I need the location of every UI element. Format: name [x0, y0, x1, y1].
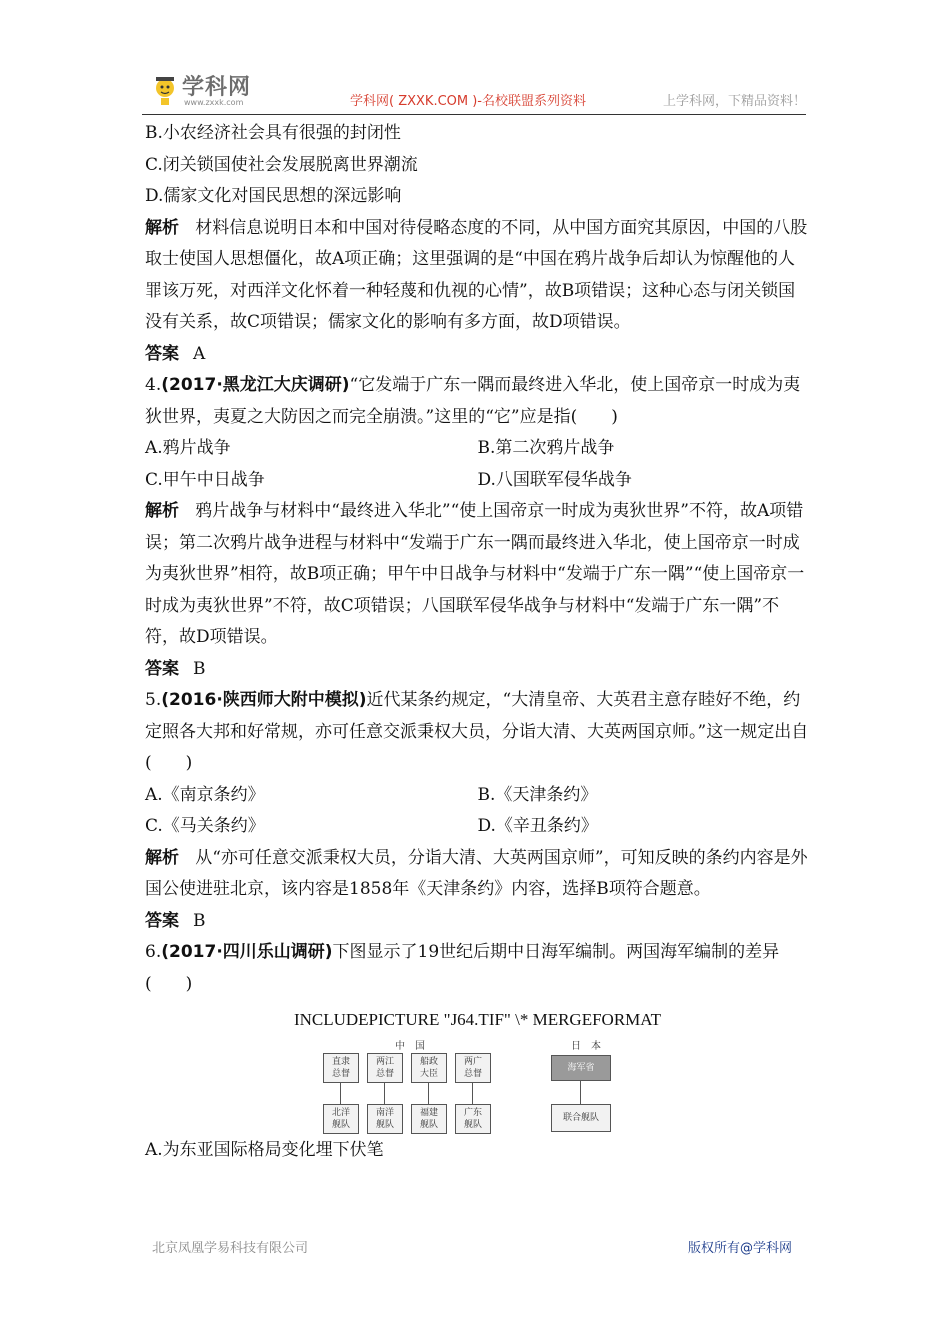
china-top-box: 直隶 总督 [323, 1053, 359, 1083]
q4-option-c: C.甲午中日战争 [145, 469, 265, 490]
connector-line [428, 1082, 429, 1104]
q5-option-a: A.《南京条约》 [145, 784, 265, 805]
answer-label: 答案 [145, 343, 179, 364]
answer-label: 答案 [145, 910, 179, 931]
diagram-japan-title: 日 本 [571, 1041, 601, 1052]
china-top-box: 两广 总督 [455, 1053, 491, 1083]
logo-url: www.zxxk.com [184, 98, 244, 107]
japan-fleet-box: 联合舰队 [551, 1104, 611, 1132]
q3-analysis-text: 材料信息说明日本和中国对待侵略态度的不同，从中国方面究其原因，中国的八股取士使国人思想僵化，故A项正确；这里强调的是“中国在鸦片战争后却认为惊醒他的人罪该万死，对西洋文化怀着一种轻蔑和仇视的心情”，故B项错误；这种心态与闭关锁国没有关系，故C项错误；儒家文化的影响有多方面，故D项错误。 [145, 217, 808, 332]
china-bottom-box: 福建 舰队 [411, 1104, 447, 1134]
analysis-label: 解析 [145, 501, 179, 521]
q3-option-d: D.儒家文化对国民思想的深远影响 [145, 186, 402, 206]
q5-stem [145, 685, 810, 780]
logo-text: 学科网 [182, 75, 252, 100]
q5-option-d: D.《辛丑条约》 [477, 816, 598, 836]
q4-source: (2017·黑龙江大庆调研) [161, 375, 350, 395]
q3-answer-value: A [193, 343, 206, 364]
q4-options-row-2 [145, 465, 810, 497]
japan-ministry-box: 海军省 [551, 1055, 611, 1081]
q5-answer [145, 906, 810, 938]
diagram-china-title: 中 国 [395, 1041, 425, 1052]
navy-structure-diagram [323, 1037, 623, 1133]
q3-option-c: C.闭关锁国使社会发展脱离世界潮流 [145, 154, 418, 175]
q3-option-b: B.小农经济社会具有很强的封闭性 [145, 123, 401, 143]
q6-option-a: A.为东亚国际格局变化埋下伏笔 [145, 1140, 384, 1160]
q6-source: (2017·四川乐山调研) [161, 942, 333, 962]
q5-stem-text: 近代某条约规定，“大清皇帝、大英君主意存睦好不绝，约定照各大邦和好常规，亦可任意交派秉权大员，分诣大清、大英两国京师。”这一规定出自( ) [145, 690, 809, 773]
q5-options-row-2 [145, 811, 810, 843]
q5-options-row-1 [145, 780, 810, 812]
q5-analysis [145, 843, 810, 906]
china-top-box: 船政 大臣 [411, 1053, 447, 1083]
analysis-label: 解析 [145, 217, 179, 238]
q4-analysis [145, 496, 810, 654]
q4-option-a: A.鸦片战争 [145, 438, 231, 458]
analysis-label: 解析 [145, 847, 179, 868]
q4-stem-text: “它发端于广东一隅而最终进入华北，使上国帝京一时成为夷狄世界，夷夏之大防因之而完全崩溃。”这里的“它”应是指( ) [145, 375, 801, 427]
document-body [145, 118, 810, 1167]
q5-option-b: B.《天津条约》 [477, 784, 598, 805]
q5-source: (2016·陕西师大附中模拟) [161, 690, 367, 710]
q5-answer-value: B [193, 910, 206, 931]
q5-analysis-text: 从“亦可任意交派秉权大员，分诣大清、大英两国京师”，可知反映的条约内容是外国公使进驻北京，该内容是1858年《天津条约》内容，选择B项符合题意。 [145, 847, 808, 899]
q4-stem [145, 370, 810, 433]
answer-label: 答案 [145, 658, 179, 679]
header-right-text: 上学科网，下精品资料！ [662, 94, 806, 109]
header-center-text: 学科网( ZXXK.COM )-名校联盟系列资料 [350, 94, 586, 109]
footer-company: 北京凤凰学易科技有限公司 [152, 1241, 309, 1256]
connector-line [384, 1082, 385, 1104]
q4-options-row-1 [145, 433, 810, 465]
china-bottom-box: 南洋 舰队 [367, 1104, 403, 1134]
china-top-box: 两江 总督 [367, 1053, 403, 1083]
q5-option-c: C.《马关条约》 [145, 816, 265, 836]
q3-analysis [145, 213, 810, 339]
q4-option-d: D.八国联军侵华战争 [477, 469, 632, 490]
q5-number: 5. [145, 690, 162, 710]
china-bottom-box: 北洋 舰队 [323, 1104, 359, 1134]
q3-answer [145, 339, 810, 371]
connector-line [472, 1082, 473, 1104]
logo-mascot-icon [152, 74, 178, 106]
china-bottom-box: 广东 舰队 [455, 1104, 491, 1134]
include-picture-field: INCLUDEPICTURE "J64.TIF" \* MERGEFORMAT [293, 1010, 662, 1029]
q6-stem-text: 下图显示了19世纪后期中日海军编制。两国海军编制的差异( ) [145, 942, 780, 994]
q6-number: 6. [145, 942, 162, 962]
q4-answer [145, 654, 810, 686]
footer-copyright: 版权所有@学科网 [687, 1241, 792, 1256]
q6-stem [145, 937, 810, 1000]
q4-analysis-text: 鸦片战争与材料中“最终进入华北”“使上国帝京一时成为夷狄世界”不符，故A项错误；第二次鸦片战争进程与材料中“发端于广东一隅而最终进入华北，使上国帝京一时成为夷狄世界”相符，故B项正确；甲午中日战争与材料中“发端于广东一隅”“使上国帝京一时成为夷狄世界”不符，故C项错误；八国联军侵华战争与材料中“发端于广东一隅”不符，故D项错误。 [145, 501, 805, 647]
q4-answer-value: B [193, 658, 206, 679]
page-header [142, 68, 806, 115]
connector-line [340, 1082, 341, 1104]
q4-option-b: B.第二次鸦片战争 [477, 438, 615, 458]
connector-line [580, 1080, 581, 1104]
q4-number: 4. [145, 375, 162, 395]
logo [152, 70, 262, 110]
